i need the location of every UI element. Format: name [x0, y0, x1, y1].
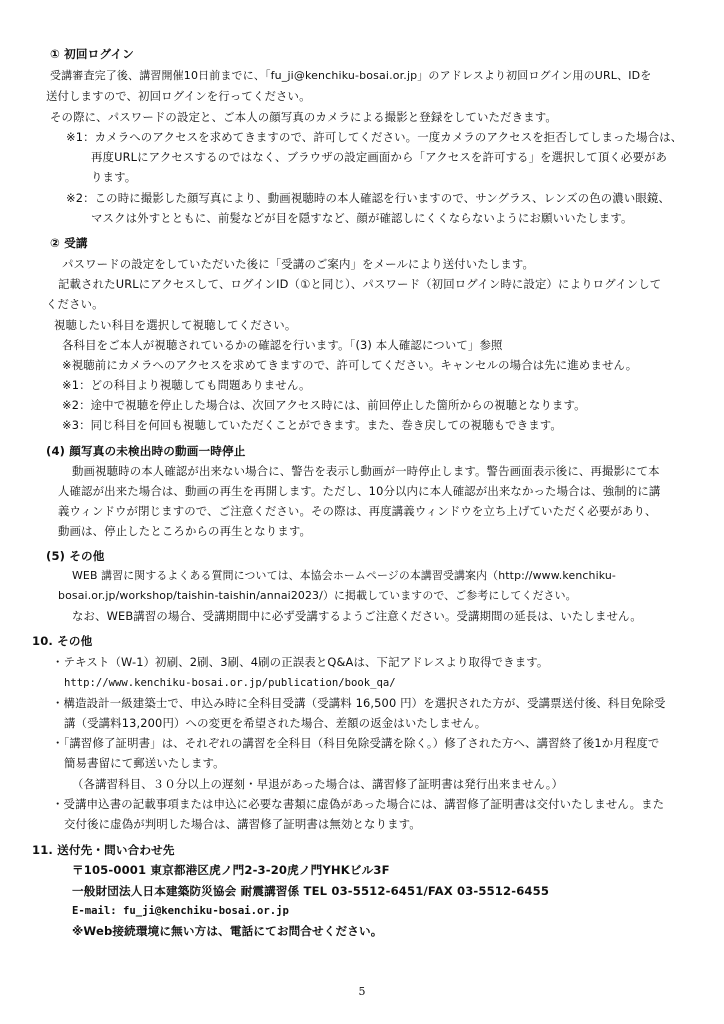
bullet-line: （各講習科目、３０分以上の遅刻・早退があった場合は、講習修了証明書は発行出来ません。）: [72, 777, 564, 791]
contact-note: ※Web接続環境に無い方は、電話にてお問合せください。: [72, 924, 383, 938]
note-line: ※3：同じ科目を何回も視聴していただくことができます。また、巻き戻しての視聴もできます。: [62, 418, 562, 432]
section-heading-attendance: ② 受講: [50, 236, 88, 250]
paragraph-line: 動画は、停止したところからの再生となります。: [58, 524, 311, 538]
bullet-line: ・「講習修了証明書」は、それぞれの講習を全科目（科目免除受講を除く。）修了された方へ、講習終了後1か月程度で: [52, 736, 660, 750]
contact-organization: 一般財団法人日本建築防災協会 耐震講習係 TEL 03-5512-6451/FAX 03-5512-6455: [72, 884, 550, 898]
paragraph-line: 視聴したい科目を選択して視聴してください。: [54, 318, 297, 332]
note-line: ※1：どの科目より視聴しても問題ありません。: [62, 378, 311, 392]
section-heading-first-login: ① 初回ログイン: [50, 47, 135, 61]
paragraph-line: 人確認が出来た場合は、動画の再生を再開します。ただし、10分以内に本人確認が出来なかった場合は、強制的に講: [58, 484, 661, 498]
paragraph-line: 受講審査完了後、講習開催10日前までに、「fu_ji@kenchiku-bosai.or.jp」のアドレスより初回ログイン用のURL、IDを: [50, 69, 652, 82]
section-heading-11-contact: 11. 送付先・問い合わせ先: [32, 843, 175, 857]
paragraph-line: WEB 講習に関するよくある質問については、本協会ホームページの本講習受講案内（http://www.kenchiku-: [72, 569, 616, 582]
page-number: 5: [358, 985, 366, 998]
note-line: ※2：この時に撮影した顔写真により、動画視聴時の本人確認を行いますので、サングラス、レンズの色の濃い眼鏡、: [66, 191, 671, 205]
note-line: ※視聴前にカメラへのアクセスを求めてきますので、許可してください。キャンセルの場合は先に進めません。: [62, 358, 638, 372]
paragraph-line: その際に、パスワードの設定と、ご本人の顔写真のカメラによる撮影と登録をしていただきます。: [50, 110, 557, 124]
contact-email[interactable]: E-mail: fu_ji@kenchiku-bosai.or.jp: [72, 905, 289, 917]
paragraph-line: 動画視聴時の本人確認が出来ない場合に、警告を表示し動画が一時停止します。警告画面表示後に、再撮影にて本: [72, 464, 660, 478]
paragraph-line: 記載されたURLにアクセスして、ログインID（①と同じ）、パスワード（初回ログイン時に設定）によりログインして: [58, 277, 662, 291]
paragraph-line: パスワードの設定をしていただいた後に「受講のご案内」をメールにより送付いたします。: [62, 257, 535, 271]
bullet-line: ・構造設計一級建築士で、申込み時に全科目受講（受講料 16,500 円）を選択された方が、受講票送付後、科目免除受: [52, 696, 666, 710]
qa-url[interactable]: http://www.kenchiku-bosai.or.jp/publication/book_qa/: [64, 677, 396, 689]
bullet-line: 簡易書留にて郵送いたします。: [64, 756, 225, 770]
note-line: ※2：途中で視聴を停止した場合は、次回アクセス時には、前回停止した箇所からの視聴となります。: [62, 398, 586, 412]
note-line: 再度URLにアクセスするのではなく、ブラウザの設定画面から「アクセスを許可する」を選択して頂く必要があ: [91, 150, 668, 164]
paragraph-line: ください。: [46, 297, 104, 311]
section-heading-10-other: 10. その他: [32, 634, 93, 648]
bullet-line: 講（受講料13,200円）への変更を希望された場合、差額の返金はいたしません。: [64, 716, 487, 730]
paragraph-line: 送付しますので、初回ログインを行ってください。: [46, 89, 311, 103]
bullet-line: 交付後に虚偽が判明した場合は、講習修了証明書は無効となります。: [64, 817, 421, 831]
section-heading-face-undetected: (4) 顔写真の未検出時の動画一時停止: [46, 444, 246, 458]
paragraph-line: なお、WEB講習の場合、受講期間中に必ず受講するようご注意ください。受講期間の延長は、いたしません。: [72, 609, 642, 623]
bullet-line: ・テキスト（W-1）初刷、2刷、3刷、4刷の正誤表とQ&Aは、下記アドレスより取得できます。: [52, 655, 549, 669]
contact-address: 〒105-0001 東京都港区虎ノ門2-3-20虎ノ門YHKビル3F: [72, 863, 390, 877]
paragraph-line: 各科目をご本人が視聴されているかの確認を行います。「(3) 本人確認について」参照: [62, 338, 503, 352]
paragraph-line: bosai.or.jp/workshop/taishin-taishin/annai2023/）に掲載していますので、ご参考にしてください。: [58, 589, 577, 602]
note-line: ります。: [91, 170, 137, 184]
note-line: ※1：カメラへのアクセスを求めてきますので、許可してください。一度カメラのアクセスを拒否してしまった場合は、: [66, 130, 683, 144]
paragraph-line: 義ウィンドウが閉じますので、ご注意ください。その際は、再度講義ウィンドウを立ち上げていただく必要があり、: [58, 504, 657, 518]
note-line: マスクは外すとともに、前髪などが目を隠すなど、顔が確認しにくくならないようにお願いいたします。: [91, 211, 633, 225]
section-heading-other-5: (5) その他: [46, 549, 105, 563]
bullet-line: ・受講申込書の記載事項または申込に必要な書類に虚偽があった場合には、講習修了証明書は交付いたしません。また: [52, 797, 665, 811]
